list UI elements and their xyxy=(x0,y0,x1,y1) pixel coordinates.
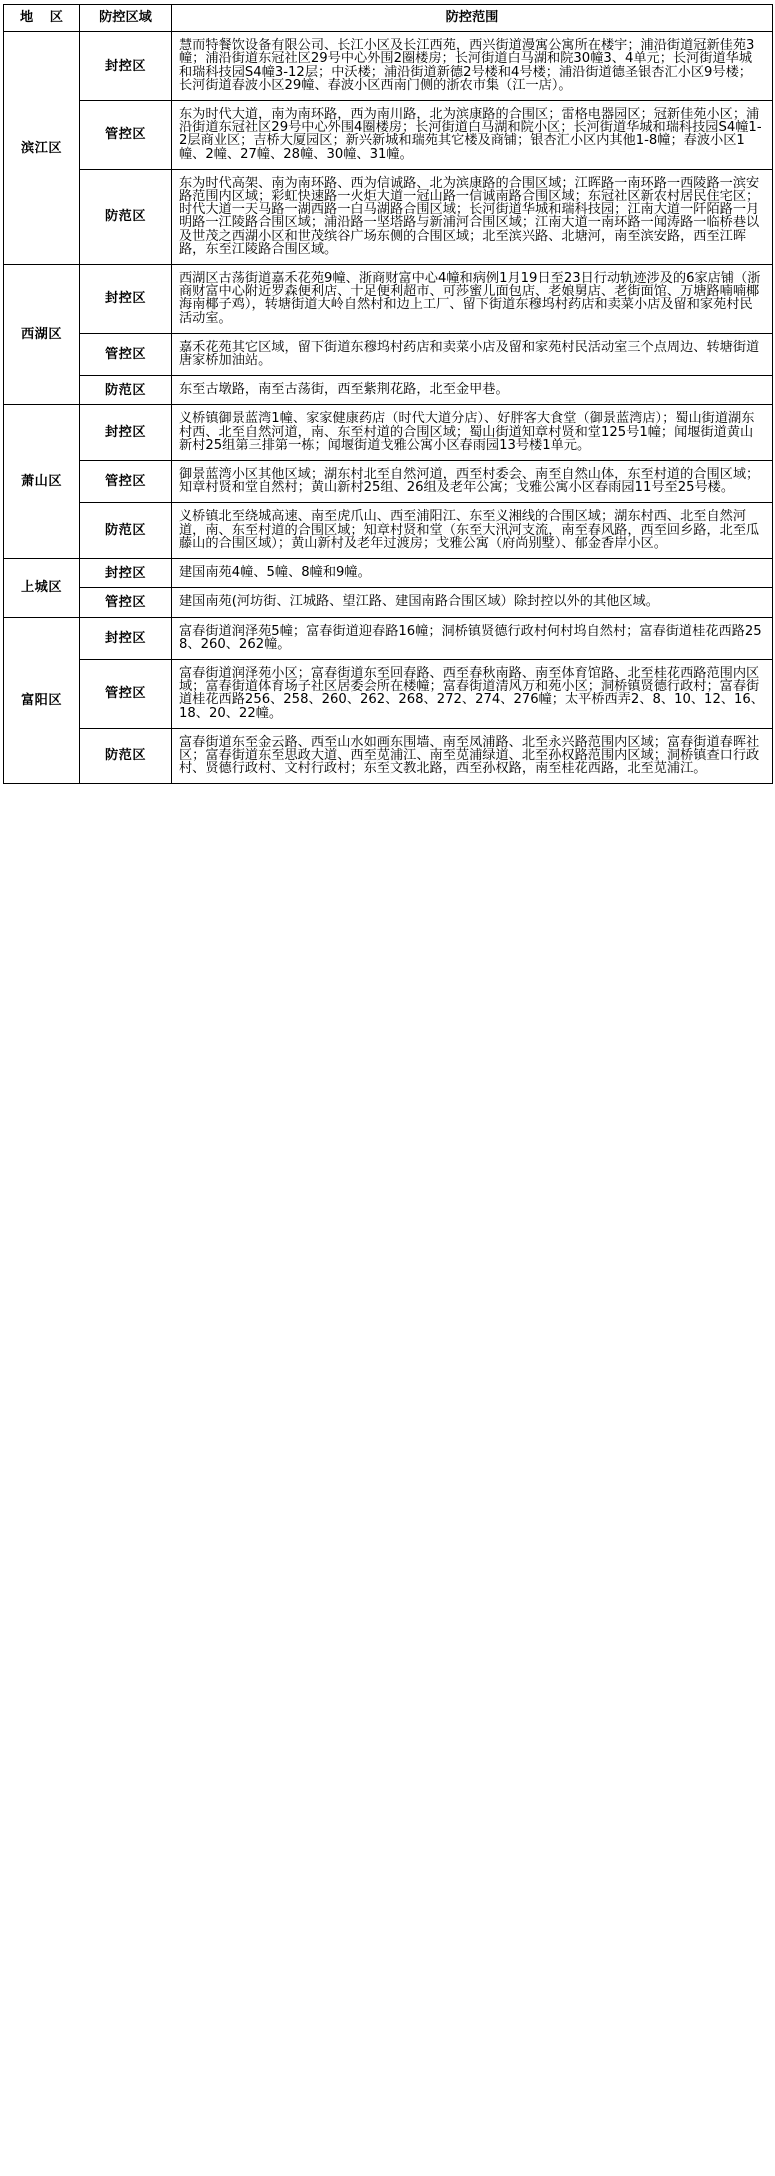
table-row xyxy=(4,169,773,264)
table-row xyxy=(4,32,773,101)
zone-cell: 封控区 xyxy=(80,559,172,588)
control-zone-sheet xyxy=(0,0,775,790)
district-cell: 上城区 xyxy=(4,559,80,617)
table-row xyxy=(4,376,773,405)
district-cell: 滨江区 xyxy=(4,32,80,265)
zone-cell: 防范区 xyxy=(80,503,172,559)
scope-cell: 建国南苑4幢、5幢、8幢和9幢。 xyxy=(172,559,773,588)
zone-cell: 管控区 xyxy=(80,659,172,728)
table-row xyxy=(4,461,773,503)
scope-cell: 富春街道润泽苑5幢；富春街道迎春路16幢；洞桥镇贤德行政村何村坞自然村；富春街道桂花西路258、260、262幢。 xyxy=(172,617,773,659)
table-row xyxy=(4,659,773,728)
table-row xyxy=(4,588,773,617)
scope-cell: 富春街道润泽苑小区；富春街道东至回春路、西至春秋南路、南至体育馆路、北至桂花西路范围内区域；富春街道体育场子社区居委会所在楼幢；富春街道清风万和苑小区；洞桥镇贤德行政村；富春街道桂花西路256、258、260、262、268、272、274、276幢；太平桥西弄2、8、10、12、16、18、20、22幢。 xyxy=(172,659,773,728)
zone-cell: 封控区 xyxy=(80,32,172,101)
zone-cell: 防范区 xyxy=(80,376,172,405)
table-row xyxy=(4,101,773,170)
scope-cell: 东至古墩路，南至古荡街，西至紫荆花路，北至金甲巷。 xyxy=(172,376,773,405)
table-row xyxy=(4,333,773,375)
district-cell: 萧山区 xyxy=(4,405,80,559)
scope-cell: 慧而特餐饮设备有限公司、长江小区及长江西苑，西兴街道漫寓公寓所在楼宇；浦沿街道冠新佳苑3幢；浦沿街道东冠社区29号中心外围2圈楼房；长河街道白马湖和院30幢3、4单元；长河街道华城和瑞科技园S4幢3-12层；中沃楼；浦沿街道新德2号楼和4号楼；浦沿街道德圣银杏汇小区9号楼；长河街道春波小区29幢、春波小区西南门侧的浙农市集（江一店）。 xyxy=(172,32,773,101)
scope-cell: 东为时代高架、南为南环路、西为信诚路、北为滨康路的合围区域；江晖路一南环路一西陵路一滨安路范围内区域；彩虹快速路一火炬大道一冠山路一信诚南路合围区域；东冠社区新农村居民住宅区；时代大道一天马路一湖西路一白马湖路合围区域；长河街道华城和瑞科技园；江南大道一阡陌路一月明路一江陵路合围区域；浦沿路一坚塔路与新浦河合围区域；江南大道一南环路一闻涛路一临桥巷以及世茂之西湖小区和世茂缤谷广场东侧的合围区域；北至滨兴路、北塘河，南至滨安路，西至江晖路，东至江陵路合围区域。 xyxy=(172,169,773,264)
table-row xyxy=(4,405,773,461)
scope-cell: 建国南苑(河坊街、江城路、望江路、建国南路合围区域）除封控以外的其他区域。 xyxy=(172,588,773,617)
scope-cell: 富春街道东至金云路、西至山水如画东围墙、南至凤浦路、北至永兴路范围内区域；富春街道春晖社区；富春街道东至思政大道、西至苋浦江、南至苋浦绿道、北至孙权路范围内区域；洞桥镇查口行政村、贤德行政村、文村行政村；东至文教北路，西至孙权路，南至桂花西路，北至苋浦江。 xyxy=(172,728,773,784)
table-row xyxy=(4,503,773,559)
column-header-scope: 防控范围 xyxy=(172,5,773,32)
zone-cell: 管控区 xyxy=(80,461,172,503)
zone-cell: 封控区 xyxy=(80,617,172,659)
zone-cell: 防范区 xyxy=(80,169,172,264)
scope-cell: 义桥镇御景蓝湾1幢、家家健康药店（时代大道分店）、好胖客大食堂（御景蓝湾店）；蜀山街道湖东村西、北至自然河道，南、东至村道的合围区域；蜀山街道知章村贤和堂125号1幢；闻堰街道黄山新村25组第三排第一栋；闻堰街道戈雅公寓小区春雨园13号楼1单元。 xyxy=(172,405,773,461)
table-row xyxy=(4,617,773,659)
zone-cell: 管控区 xyxy=(80,333,172,375)
district-cell: 西湖区 xyxy=(4,265,80,405)
scope-cell: 东为时代大道，南为南环路，西为南川路，北为滨康路的合围区；雷格电器园区；冠新佳苑小区；浦沿街道东冠社区29号中心外围4圈楼房；长河街道白马湖和院小区；长河街道华城和瑞科技园S4幢1-2层商业区；吉桥大厦园区；新兴新城和瑞苑其它楼及商铺；银杏汇小区内其他1-8幢；春波小区1幢、2幢、27幢、28幢、30幢、31幢。 xyxy=(172,101,773,170)
zone-cell: 防范区 xyxy=(80,728,172,784)
table-row xyxy=(4,559,773,588)
table-body xyxy=(4,32,773,784)
table-header-row xyxy=(4,5,773,32)
zone-cell: 管控区 xyxy=(80,101,172,170)
column-header-district: 地 区 xyxy=(4,5,80,32)
control-zone-table xyxy=(3,4,773,784)
district-cell: 富阳区 xyxy=(4,617,80,784)
table-header xyxy=(4,5,773,32)
scope-cell: 御景蓝湾小区其他区域；湖东村北至自然河道，西至村委会、南至自然山体，东至村道的合围区域；知章村贤和堂自然村；黄山新村25组、26组及老年公寓；戈雅公寓小区春雨园11号至25号楼。 xyxy=(172,461,773,503)
column-header-zone: 防控区域 xyxy=(80,5,172,32)
scope-cell: 义桥镇北至绕城高速、南至虎爪山、西至浦阳江、东至义湘线的合围区域；湖东村西、北至自然河道，南、东至村道的合围区域；知章村贤和堂（东至大汛河支流，南至春风路，西至回乡路，北至瓜藤山的合围区域）；黄山新村及老年过渡房；戈雅公寓（府尚别墅）、郁金香岸小区。 xyxy=(172,503,773,559)
zone-cell: 封控区 xyxy=(80,405,172,461)
table-row xyxy=(4,265,773,334)
scope-cell: 西湖区古荡街道嘉禾花苑9幢、浙商财富中心4幢和病例1月19日至23日行动轨迹涉及的6家店铺（浙商财富中心附近罗森便利店、十足便利超市、可莎蜜儿面包店、老娘舅店、老街面馆、万塘路喃喃椰海南椰子鸡），转塘街道大岭自然村和边上工厂、留下街道东穆坞村药店和卖菜小店及留和家苑村民活动室。 xyxy=(172,265,773,334)
scope-cell: 嘉禾花苑其它区域，留下街道东穆坞村药店和卖菜小店及留和家苑村民活动室三个点周边、转塘街道唐家桥加油站。 xyxy=(172,333,773,375)
table-row xyxy=(4,728,773,784)
zone-cell: 管控区 xyxy=(80,588,172,617)
zone-cell: 封控区 xyxy=(80,265,172,334)
